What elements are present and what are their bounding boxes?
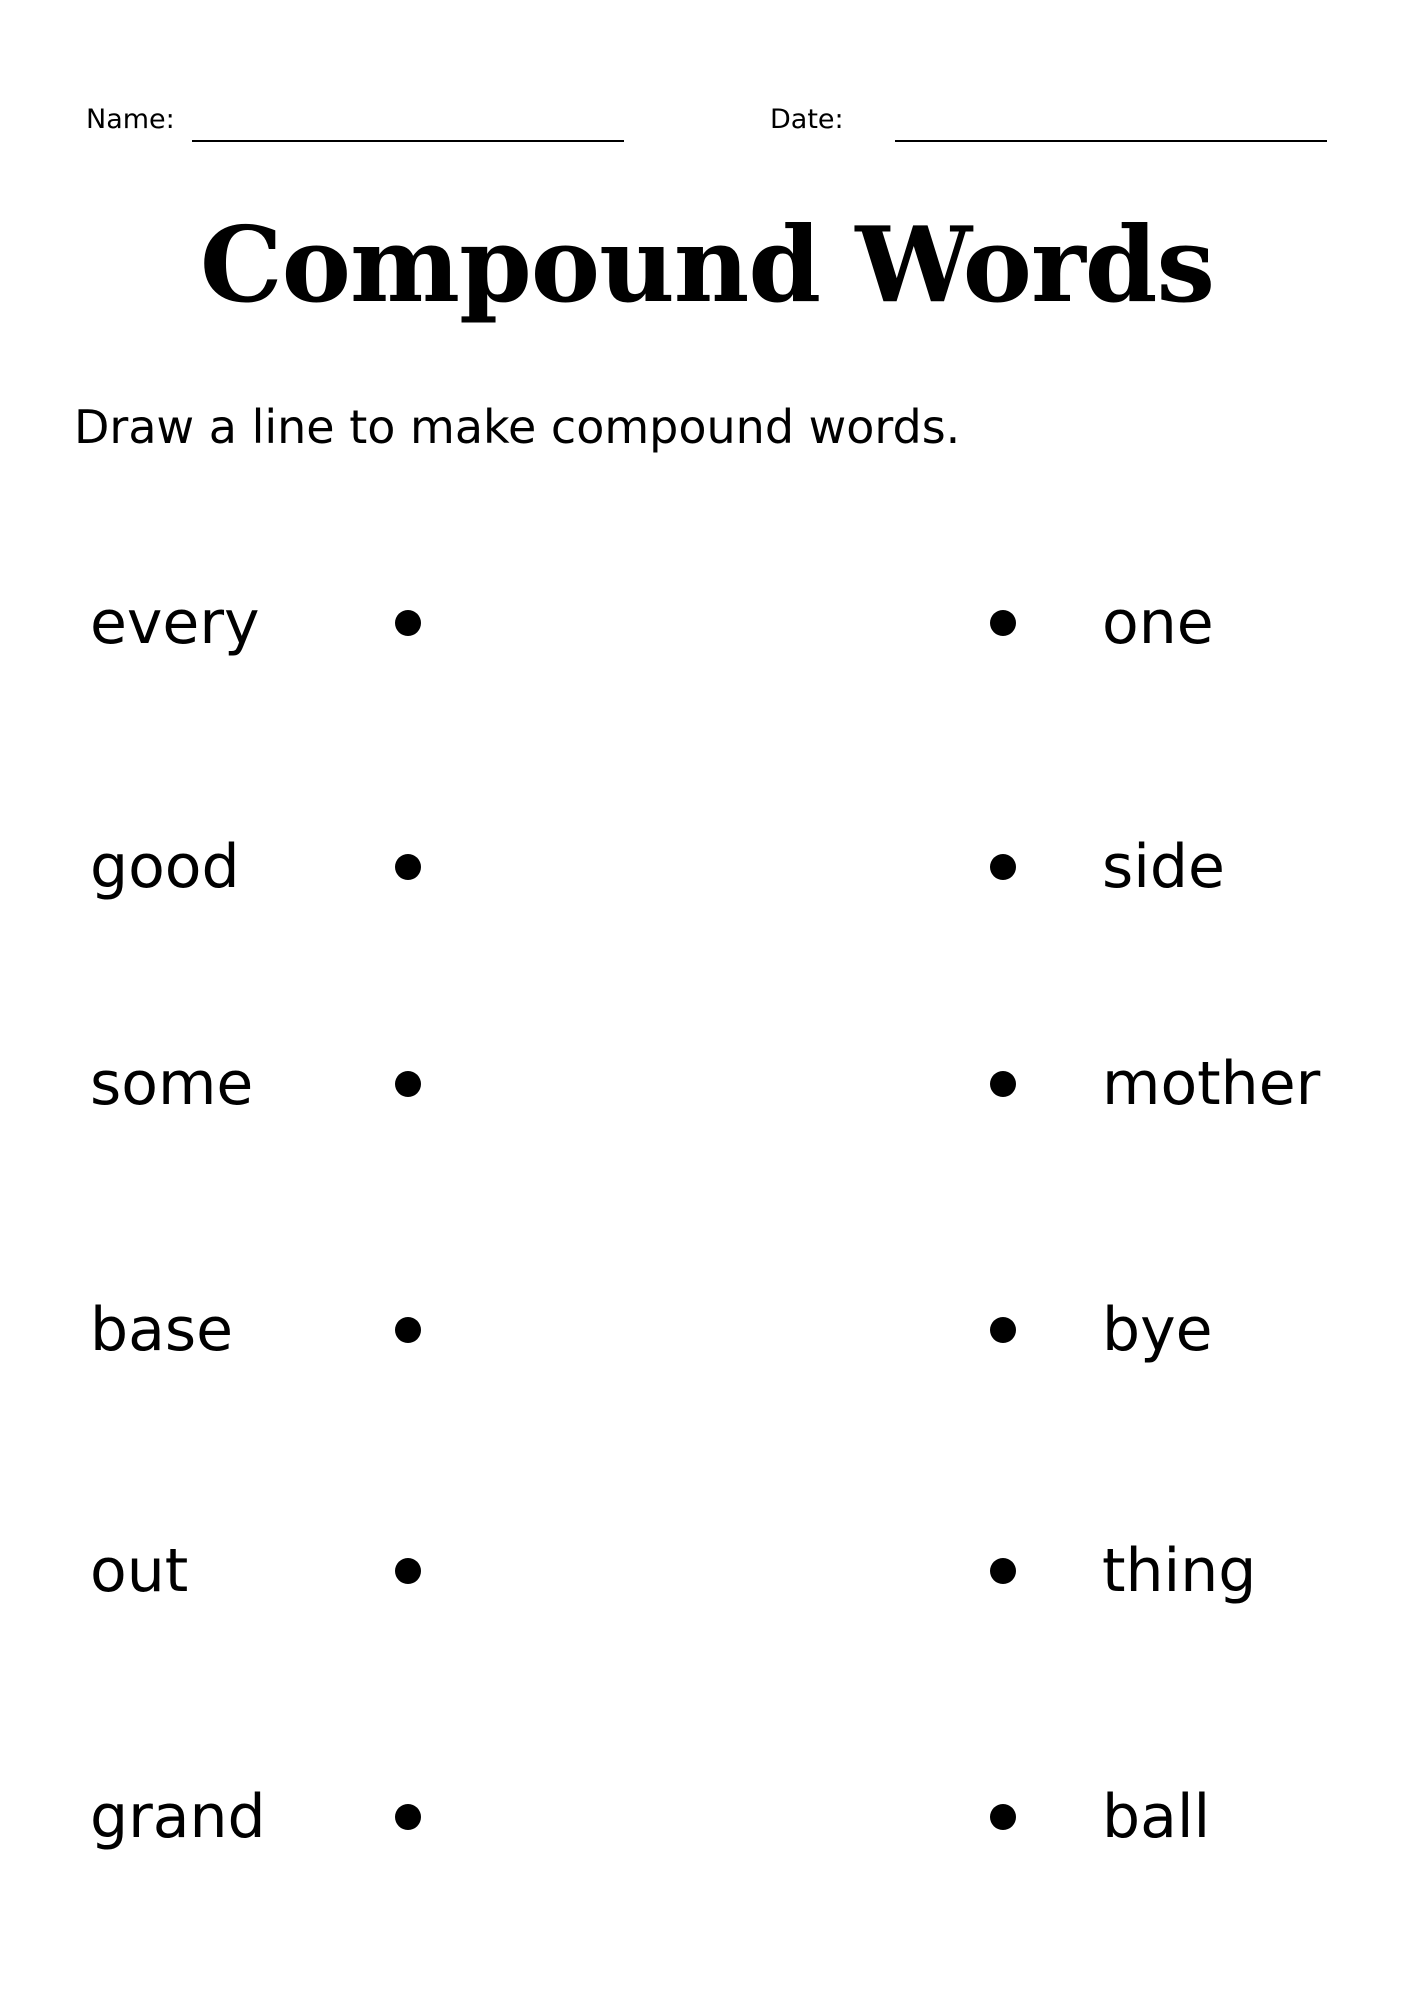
pair-row: [0, 583, 1414, 663]
right-dot[interactable]: [990, 1804, 1016, 1830]
left-dot[interactable]: [395, 1317, 421, 1343]
right-word: bye: [1102, 1295, 1213, 1365]
left-word: out: [90, 1536, 189, 1606]
right-word: side: [1102, 832, 1225, 902]
instructions: Draw a line to make compound words.: [74, 400, 961, 454]
right-dot[interactable]: [990, 854, 1016, 880]
name-line[interactable]: [192, 140, 624, 142]
right-dot[interactable]: [990, 1558, 1016, 1584]
pair-row: [0, 1531, 1414, 1611]
right-dot[interactable]: [990, 610, 1016, 636]
date-line[interactable]: [895, 140, 1327, 142]
pair-row: [0, 827, 1414, 907]
left-dot[interactable]: [395, 854, 421, 880]
pair-row: [0, 1290, 1414, 1370]
right-word: mother: [1102, 1049, 1321, 1119]
left-word: base: [90, 1295, 234, 1365]
page-title: Compound Words: [199, 203, 1215, 326]
left-word: every: [90, 588, 260, 658]
left-word: good: [90, 832, 240, 902]
name-label: Name:: [86, 104, 175, 135]
left-dot[interactable]: [395, 610, 421, 636]
date-label: Date:: [770, 104, 844, 135]
right-dot[interactable]: [990, 1071, 1016, 1097]
left-word: grand: [90, 1782, 266, 1852]
left-word: some: [90, 1049, 254, 1119]
right-dot[interactable]: [990, 1317, 1016, 1343]
pair-row: [0, 1777, 1414, 1857]
right-word: one: [1102, 588, 1214, 658]
left-dot[interactable]: [395, 1558, 421, 1584]
left-dot[interactable]: [395, 1071, 421, 1097]
right-word: thing: [1102, 1536, 1257, 1606]
left-dot[interactable]: [395, 1804, 421, 1830]
right-word: ball: [1102, 1782, 1211, 1852]
pair-row: [0, 1044, 1414, 1124]
